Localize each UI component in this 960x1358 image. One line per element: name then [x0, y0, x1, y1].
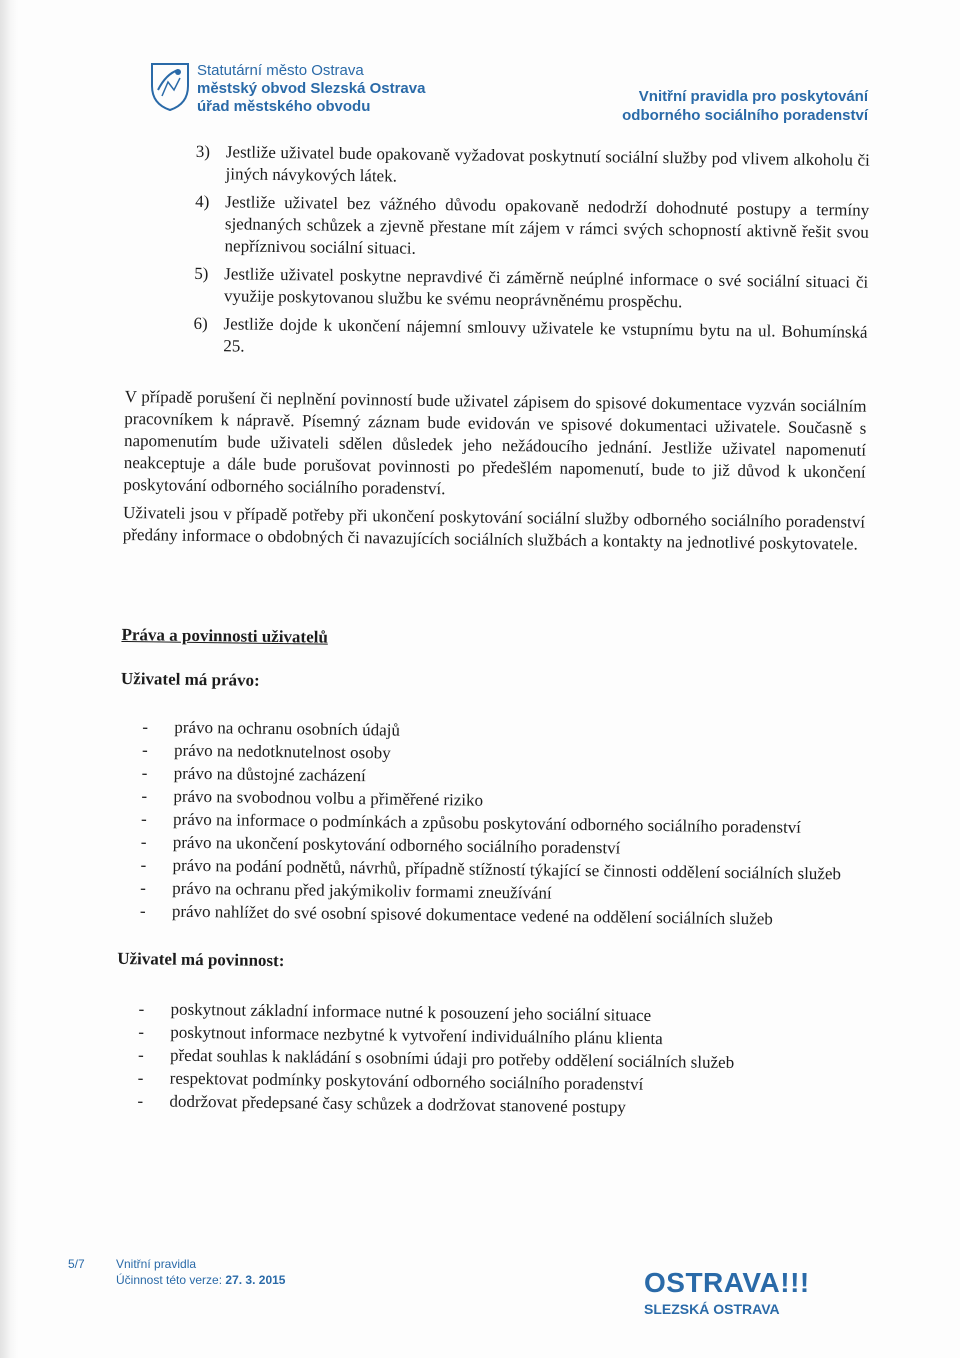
list-item [127, 140, 870, 194]
handover-paragraph: Uživateli jsou v případě potřeby při ukončení poskytování sociální služby odborného sociálního poradenství předány informace o obdobných či navazujících sociálních službách a kontakty na jednotlivé poskytovatele. [122, 502, 866, 554]
item-text: právo nahlížet do své osobní spisové dokumentace vedené na oddělení sociálních služeb [171, 901, 773, 929]
validity-label: Účinnost této verze: [116, 1273, 223, 1287]
footer-doc-name: Vnitřní pravidla [116, 1257, 197, 1271]
item-text: právo na podání podnětů, návrhů, případně stížností týkající se činnosti oddělení sociálních služeb [172, 855, 842, 884]
item-text: právo na ukončení poskytování odborného sociálního poradenství [172, 832, 621, 858]
list-item [126, 190, 869, 266]
rights-title: Uživatel má právo: [120, 668, 260, 690]
org-district: městský obvod Slezská Ostrava [197, 80, 426, 97]
item-text: právo na ochranu osobních údajů [174, 717, 401, 740]
item-text: předat souhlas k nakládání s osobními údaji pro potřeby oddělení sociálních služeb [169, 1045, 735, 1073]
item-text: dodržovat předepsané časy schůzek a dodržovat stanovené postupy [169, 1091, 626, 1117]
item-text: poskytnout základní informace nutné k posouzení jeho sociální situace [170, 999, 652, 1025]
item-number: 6) [193, 313, 208, 334]
footer-validity [116, 1272, 285, 1288]
footer-text [116, 1256, 285, 1288]
item-text: právo na důstojné zacházení [173, 763, 366, 786]
organization-header [197, 62, 425, 116]
ostrava-logo [644, 1268, 810, 1318]
list-dash: - [142, 717, 149, 737]
scan-edge [0, 0, 18, 1358]
termination-conditions-list [125, 140, 870, 366]
item-text: poskytnout informace nezbytné k vytvoření individuálního plánu klienta [170, 1022, 663, 1049]
list-dash: - [141, 786, 148, 806]
section-title: Práva a povinnosti uživatelů [121, 624, 329, 647]
list-item [126, 262, 869, 316]
page-number: 5/7 [68, 1257, 85, 1271]
list-dash: - [140, 878, 147, 898]
document-body [115, 140, 870, 1123]
doc-title-line1: Vnitřní pravidla pro poskytování [638, 88, 868, 105]
list-dash: - [141, 763, 148, 783]
list-dash: - [140, 832, 147, 852]
item-number: 4) [195, 191, 210, 212]
item-text: právo na ochranu před jakýmikoliv formami zneužívání [172, 878, 552, 903]
city-crest-icon [148, 60, 192, 112]
item-number: 3) [195, 141, 211, 162]
item-text: Jestliže uživatel bude opakovaně vyžadovat poskytnutí sociální služby pod vlivem alkoholu či jiných návykových látek. [225, 142, 870, 186]
item-text: právo na informace o podmínkách a způsobu poskytování odborného sociálního poradenství [172, 809, 802, 837]
document-header [622, 87, 868, 125]
list-item [125, 312, 868, 366]
list-dash: - [140, 809, 147, 829]
violation-paragraph: V případě porušení či neplnění povinností bude uživatel zápisem do spisové dokumentace vyzván sociálním pracovníkem k nápravě. Písemný záznam bude evidován ve spisové dokumentaci uživatele. Současně s napomenutím bude uživateli sdělen důsledek jeho nežádoucího jednání. Jestliže uživatel napomenutí neakceptuje a dále bude porušovat povinnosti po předešlém napomenutí, bude to již důvod k ukončení poskytování odborného sociálního poradenství. [123, 386, 867, 499]
list-dash: - [140, 855, 147, 875]
item-number: 5) [194, 263, 209, 284]
item-text: právo na nedotknutelnost osoby [173, 740, 391, 763]
list-dash: - [141, 740, 148, 760]
list-dash: - [138, 1022, 145, 1042]
list-dash: - [138, 999, 145, 1019]
org-city: Statutární město Ostrava [197, 62, 364, 79]
item-text: Jestliže uživatel poskytne nepravdivé či záměrně neúplné informace o své sociální situaci či využije poskytovanou službu ke svému neoprávněnému prospěchu. [223, 264, 869, 312]
org-office: úřad městského obvodu [197, 98, 371, 115]
item-text: respektovat podmínky poskytování odborného sociálního poradenství [169, 1068, 644, 1094]
rights-list [118, 716, 863, 932]
logo-sub: SLEZSKÁ OSTRAVA [644, 1301, 780, 1317]
list-dash: - [137, 1091, 144, 1111]
logo-main: OSTRAVA!!! [644, 1267, 810, 1298]
list-dash: - [137, 1045, 144, 1065]
list-dash: - [137, 1068, 144, 1088]
validity-date: 27. 3. 2015 [225, 1273, 286, 1287]
list-dash: - [139, 901, 146, 921]
doc-title-line2: odborného sociálního poradenství [622, 107, 868, 124]
item-text: Jestliže uživatel bez vážného důvodu opakovaně nedodrží dohodnuté postupy a termíny sjednaných schůzek a zjevně přestane mít zájem v rámci svých schopností aktivně řešit svou nepříznivou sociální situaci. [224, 192, 870, 258]
duties-title: Uživatel má povinnost: [117, 948, 285, 971]
item-text: právo na svobodnou volbu a přiměřené riziko [173, 786, 484, 810]
duties-list [115, 998, 858, 1122]
item-text: Jestliže dojde k ukončení nájemní smlouvy uživatele ke vstupnímu bytu na ul. Bohumínská 25. [223, 314, 868, 356]
